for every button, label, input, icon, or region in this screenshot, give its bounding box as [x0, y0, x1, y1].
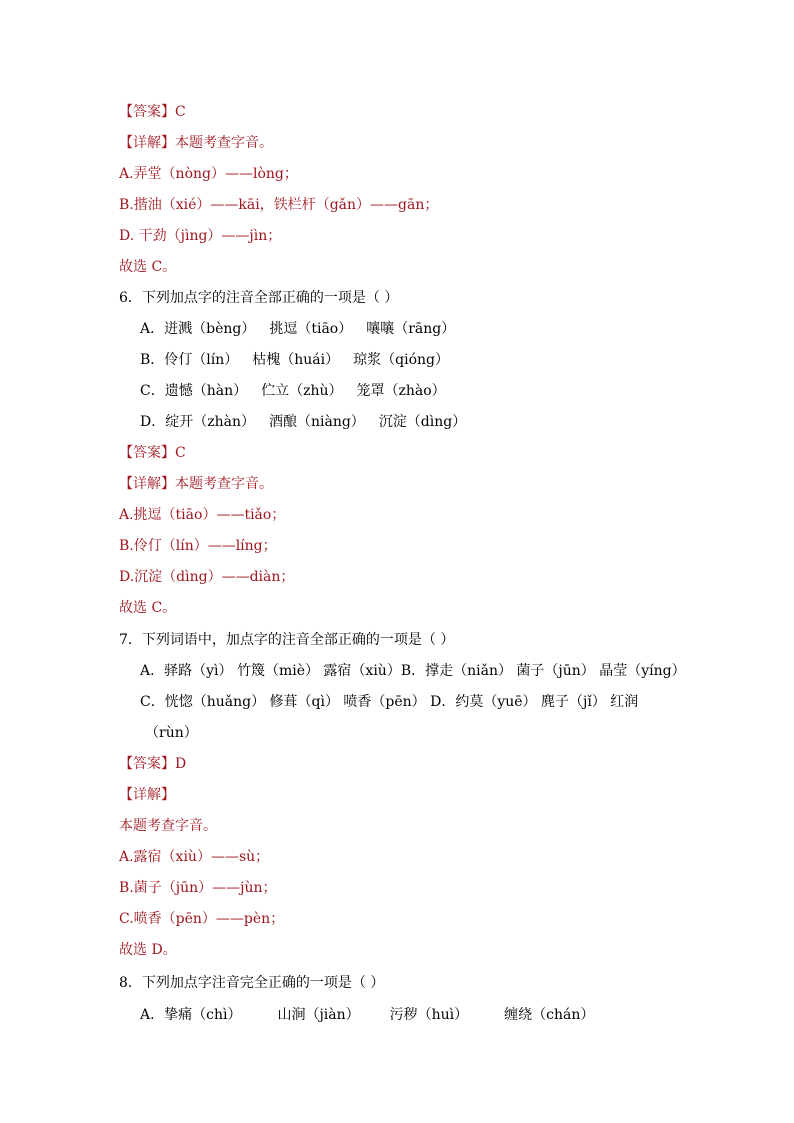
q7-options-line-3: （rùn） [145, 725, 198, 741]
q7-detail-line-b: B.菌子（jūn）——jùn； [119, 880, 277, 896]
answer-label: 【答案】 [119, 756, 175, 772]
option-word: 枯槐（huái） [252, 352, 340, 368]
detail-label: 【详解】 [119, 135, 175, 151]
answer-value: D [175, 756, 187, 772]
option-word: B．伶仃（lín） [140, 352, 239, 368]
q6-stem: 6．下列加点字的注音全部正确的一项是（ ） [119, 290, 399, 306]
option-word: 缠绕（chán） [504, 1007, 595, 1023]
q6-answer [119, 443, 186, 463]
option-word: 酒酿（niàng） [268, 414, 365, 430]
answer-label: 【答案】 [119, 104, 175, 120]
answer-label: 【答案】 [119, 445, 175, 461]
q6-detail [119, 474, 273, 494]
detail-intro: 本题考查字音。 [175, 476, 273, 492]
q5-detail-line-a: A.弄堂（nòng）——lòng； [119, 166, 298, 182]
option-word: C．遗憾（hàn） [140, 383, 248, 399]
q7-options-line-1: A．驿路（yì） 竹篾（miè） 露宿（xiù）B．撑走（niǎn） 菌子（jūn） 晶莹（yíng） [140, 663, 686, 679]
q7-detail-line-a: A.露宿（xiù）——sù； [119, 849, 270, 865]
q7-detail-line-c: C.喷香（pēn）——pèn； [119, 911, 285, 927]
q5-detail-line-d: D. 干劲（jìng）——jìn； [119, 228, 282, 244]
q6-detail-line-a: A.挑逗（tiāo）——tiǎo； [119, 507, 286, 523]
option-word: 琼浆（qióng） [353, 352, 449, 368]
option-word: 挑逗（tiāo） [269, 321, 353, 337]
answer-value: C [175, 104, 186, 120]
option-word: 伫立（zhù） [261, 383, 343, 399]
detail-intro: 本题考查字音。 [175, 135, 273, 151]
option-word: 嚷嚷（rāng） [366, 321, 456, 337]
q5-conclusion: 故选 C。 [119, 259, 177, 275]
q7-detail-label [119, 785, 175, 805]
q7-stem: 7．下列词语中，加点字的注音全部正确的一项是（ ） [119, 632, 455, 648]
option-word: D．绽开（zhàn） [140, 414, 255, 430]
q6-detail-line-d: D.沉淀（dìng）——diàn； [119, 569, 295, 585]
option-word: A．挚痛（chì） [140, 1007, 242, 1023]
answer-value: C [175, 445, 186, 461]
option-word: 污秽（huì） [389, 1007, 469, 1023]
q6-option-c [140, 381, 446, 401]
option-word: 沉淀（dìng） [378, 414, 467, 430]
q8-option-a [140, 1005, 594, 1025]
option-word: 山涧（jiàn） [277, 1007, 360, 1023]
q6-conclusion: 故选 C。 [119, 600, 177, 616]
q5-answer [119, 102, 186, 122]
q6-option-b [140, 350, 449, 370]
q5-detail [119, 133, 273, 153]
detail-label: 【详解】 [119, 476, 175, 492]
q7-answer [119, 754, 186, 774]
option-word: 笼罩（zhào） [356, 383, 446, 399]
q6-option-d [140, 412, 466, 432]
q6-detail-line-b: B.伶仃（lín）——líng； [119, 538, 277, 554]
q7-conclusion: 故选 D。 [119, 942, 177, 958]
q8-stem: 8．下列加点字注音完全正确的一项是（ ） [119, 975, 385, 991]
q7-options-line-2: C．恍惚（huǎng） 修葺（qì） 喷香（pēn） D．约莫（yuē） 麂子（jǐ） 红润 [140, 694, 639, 710]
q6-option-a [140, 319, 455, 339]
option-word: A．迸溅（bèng） [140, 321, 256, 337]
detail-label: 【详解】 [119, 787, 175, 803]
q7-detail-intro: 本题考查字音。 [119, 818, 217, 834]
q5-detail-line-b: B.揩油（xié）——kāi，铁栏杆（gǎn）——gān； [119, 197, 439, 213]
